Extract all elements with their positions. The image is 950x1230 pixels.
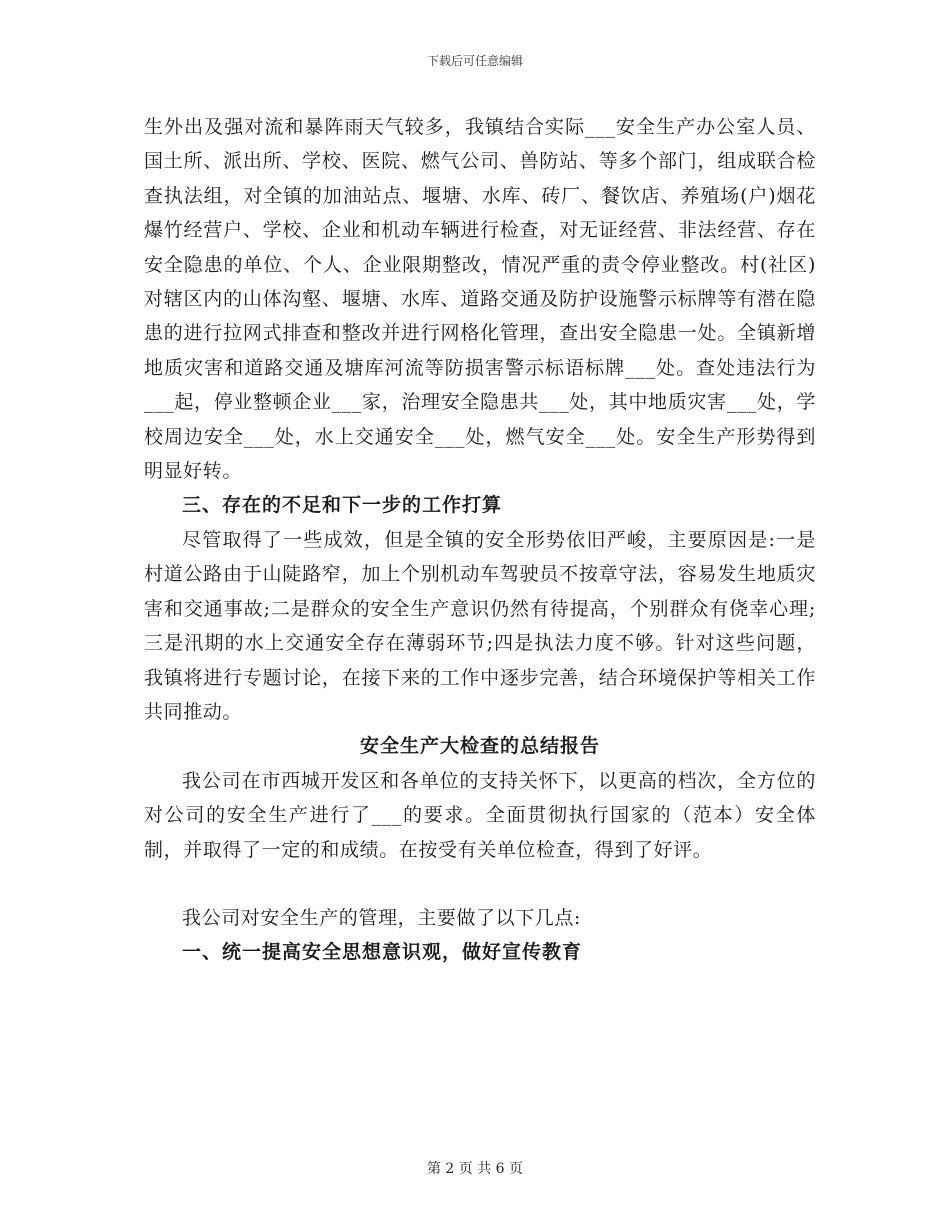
page-footer: 第 2 页 共 6 页 (426, 1161, 524, 1177)
section-heading-awareness: 一、统一提高安全思想意识观，做好宣传教育 (182, 941, 583, 964)
paragraph-management-points: 我公司对安全生产的管理，主要做了以下几点: (182, 906, 582, 929)
document-body (144, 110, 816, 970)
paragraph-shortcomings: 尽管取得了一些成效，但是全镇的安全形势依旧严峻，主要原因是:一是村道公路由于山陡路窄，加上个别机动车驾驶员不按章守法，容易发生地质灾害和交通事故;二是群众的安全生产意识仍然有待提高，个别群众有侥幸心理;三是汛期的水上交通安全存在薄弱环节;四是执法力度不够。针对这些问题，我镇将进行专题讨论，在接下来的工作中逐步完善，结合环境保护等相关工作共同推动。 (144, 528, 816, 723)
report-title: 安全生产大检查的总结报告 (359, 735, 600, 758)
paragraph-company-intro: 我公司在市西城开发区和各单位的支持关怀下，以更高的档次，全方位的对公司的安全生产进行了___的要求。全面贯彻执行国家的（范本）安全体制，并取得了一定的和成绩。在按受有关单位检查，得到了好评。 (144, 769, 816, 861)
section-heading-shortcomings: 三、存在的不足和下一步的工作打算 (182, 494, 503, 517)
paragraph-safety-inspection: 生外出及强对流和暴阵雨天气较多，我镇结合实际___安全生产办公室人员、国土所、派出所、学校、医院、燃气公司、兽防站、等多个部门，组成联合检查执法组，对全镇的加油站点、堰塘、水库、砖厂、餐饮店、养殖场(户)烟花爆竹经营户、学校、企业和机动车辆进行检查，对无证经营、非法经营、存在安全隐患的单位、个人、企业限期整改，情况严重的责令停业整改。村(社区)对辖区内的山体沟壑、堰塘、水库、道路交通及防护设施警示标牌等有潜在隐患的进行拉网式排查和整改并进行网格化管理，查出安全隐患一处。全镇新增地质灾害和道路交通及塘库河流等防损害警示标语标牌___处。查处违法行为___起，停业整顿企业___家，治理安全隐患共___处，其中地质灾害___处，学校周边安全___处，水上交通安全___处，燃气安全___处。安全生产形势得到明显好转。 (144, 116, 816, 483)
page-header: 下载后可任意编辑 (426, 54, 523, 68)
blank-line (144, 867, 816, 901)
